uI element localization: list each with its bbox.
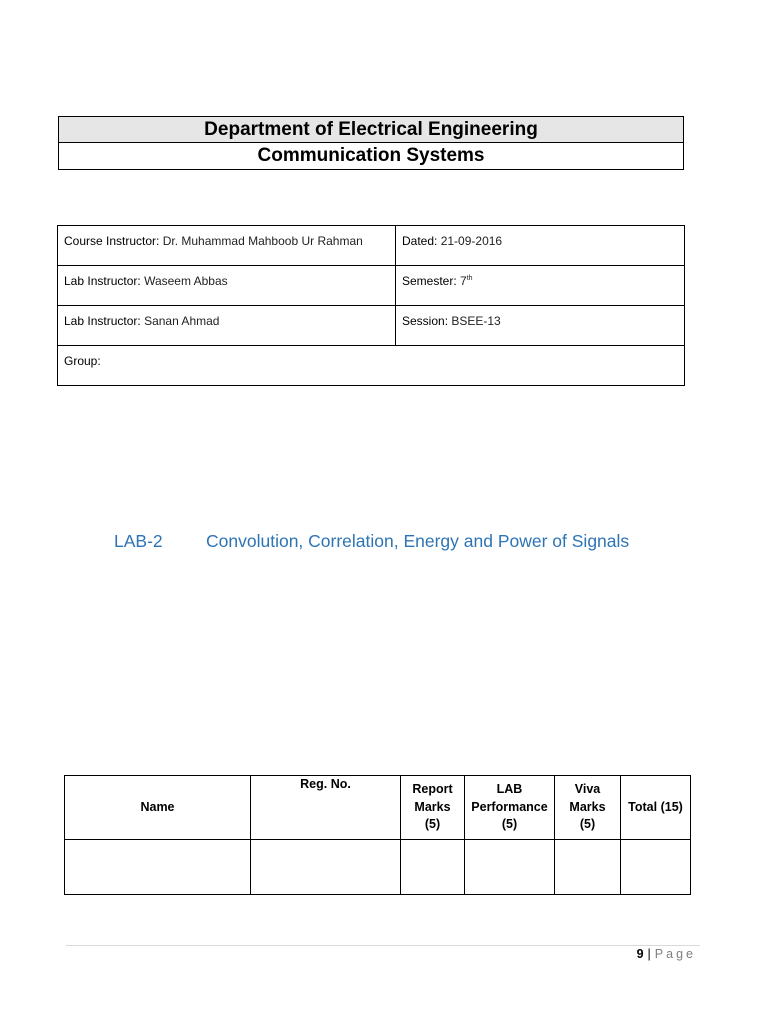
lab-number: LAB-2 <box>114 531 163 551</box>
header-line: Marks <box>414 799 451 814</box>
page-footer <box>637 947 696 961</box>
header-name-text: Name <box>140 799 175 814</box>
lab-instructor-value: Waseem Abbas <box>144 274 228 288</box>
header-viva-marks <box>555 776 621 840</box>
course-instructor-label: Course Instructor: <box>64 234 160 248</box>
header-box <box>58 116 684 170</box>
header-lab-performance <box>465 776 555 840</box>
department-title: Department of Electrical Engineering <box>59 117 683 143</box>
header-line: Performance <box>471 799 548 814</box>
header-line: (5) <box>579 817 596 832</box>
course-instructor-value: Dr. Muhammad Mahboob Ur Rahman <box>162 234 363 248</box>
lab-instructor-cell-2 <box>58 306 396 346</box>
lab-instructor-label-2: Lab Instructor: <box>64 314 141 328</box>
session-cell <box>396 306 685 346</box>
footer-divider <box>66 945 700 946</box>
header-line: (5) <box>501 817 518 832</box>
marks-entry-row <box>65 840 691 895</box>
header-reg-no <box>251 776 401 840</box>
header-report-marks <box>401 776 465 840</box>
total-cell[interactable] <box>621 840 691 895</box>
header-total-text: Total (15) <box>628 799 683 814</box>
lab-instructor-cell <box>58 266 396 306</box>
lab-title-text: Convolution, Correlation, Energy and Power of Signals <box>206 531 630 551</box>
lab-instructor-label: Lab Instructor: <box>64 274 141 288</box>
footer-separator: | <box>647 947 651 961</box>
header-line: Report <box>412 782 453 797</box>
lab-heading <box>114 531 629 552</box>
header-total <box>621 776 691 840</box>
session-label: Session: <box>402 314 449 328</box>
dated-value: 21-09-2016 <box>440 234 503 248</box>
header-name <box>65 776 251 840</box>
semester-suffix: th <box>466 275 473 282</box>
name-cell[interactable] <box>65 840 251 895</box>
info-table <box>57 225 685 386</box>
session-value: BSEE-13 <box>451 314 501 328</box>
semester-number: 7 <box>460 274 467 288</box>
viva-marks-cell[interactable] <box>555 840 621 895</box>
semester-value <box>460 274 473 288</box>
group-label: Group: <box>64 354 101 368</box>
marks-header-row <box>65 776 691 840</box>
lab-instructor-value-2: Sanan Ahmad <box>144 314 220 328</box>
report-marks-cell[interactable] <box>401 840 465 895</box>
info-row <box>58 266 685 306</box>
semester-cell <box>396 266 685 306</box>
page-word: Page <box>654 947 696 961</box>
info-row <box>58 346 685 386</box>
course-instructor-cell <box>58 226 396 266</box>
info-row <box>58 226 685 266</box>
dated-label: Dated: <box>402 234 438 248</box>
marks-table <box>64 775 691 895</box>
page-number: 9 <box>636 947 644 961</box>
header-line: LAB <box>496 782 523 797</box>
lab-performance-cell[interactable] <box>465 840 555 895</box>
header-reg-no-text: Reg. No. <box>300 777 351 791</box>
info-row <box>58 306 685 346</box>
header-line: Viva <box>574 782 601 797</box>
group-cell <box>58 346 685 386</box>
header-line: (5) <box>424 817 441 832</box>
dated-cell <box>396 226 685 266</box>
reg-no-cell[interactable] <box>251 840 401 895</box>
header-line: Marks <box>569 799 606 814</box>
course-title: Communication Systems <box>257 145 485 166</box>
semester-label: Semester: <box>402 274 457 288</box>
